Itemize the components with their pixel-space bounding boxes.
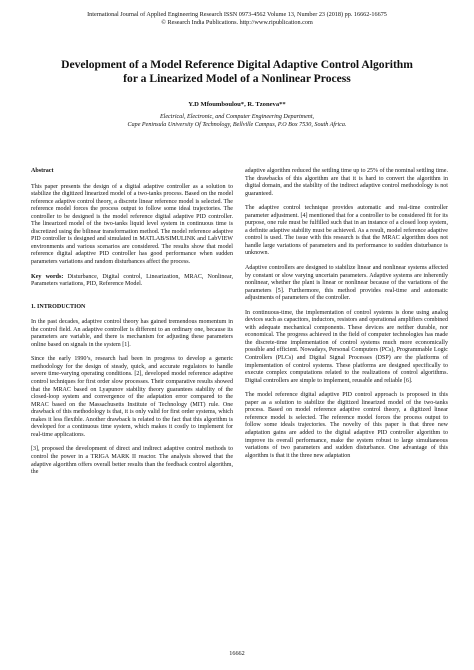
affiliation-line1: Electrical, Electronic, and Computer Engineering Department,: [159, 114, 315, 120]
right-paragraph-1: adaptive algorithm reduced the settling time up to 25% of the nominal settling time. The drawbacks of this algorithm are that it is hard to convert the algorithm in digital domain, and the stability of the indirect adaptive control methodology is not guaranteed.: [245, 168, 448, 197]
page-number: 16662: [229, 650, 245, 657]
keywords-label: Key words:: [31, 273, 64, 280]
affiliation: [0, 113, 474, 129]
intro-paragraph-3: [3], proposed the development of direct and indirect adaptive control methods to control the power in a TRIGA MARK II reactor. The analysis showed that the adaptive algorithm offers overall better results than the feedback control algorithm, the: [31, 446, 233, 476]
right-paragraph-4: In continuous-time, the implementation of control systems is done using analog devices such as capacitors, inductors, resistors and operational amplifiers combined with adequate mechanical components. These devices are neither durable, nor economical. The progress achieved in the field of computer technologies has made the discrete-time implementation of control systems much more economically possible and efficient. Nowadays, Personal Computers (PCs), Programmable Logic Controllers (PLCs) and Digital Signal Processes (DSP) are the platforms of implementation of control systems. These platforms are designed specifically to execute complex computations related to the realizations of control algorithms. Digital controllers are simple to implement, reusable and reliable [6].: [245, 309, 448, 384]
affiliation-line2: Cape Peninsula University Of Technology, Bellville Campus, P.O Box 7530, South Africa.: [127, 122, 347, 128]
intro-paragraph-2: Since the early 1990’s, research had been in progress to develop a generic methodology for the design of steady, quick, and accurate regulators to handle severe time-varying operating conditions. [2], developed model reference adaptive control techniques for first order slow processes. Their comparative results showed that the MRAC based on Lyapunov stability theory guarantees stability of the closed-loop system and convergence of the adaptation error compared to the MRAC based on the Massachusetts Institute of Technology (MIT) rule. One drawback of this methodology is that, it is only valid for first order systems, which makes it less flexible. Another drawback is related to the fact that this algorithm is developed for a continuous time system, which makes it costly to implement for real-time applications.: [31, 356, 233, 438]
title-line2: for a Linearized Model of a Nonlinear Process: [123, 72, 351, 85]
journal-header-line2: © Research India Publications. http://www.ripublication.com: [161, 19, 313, 26]
right-paragraph-5: The model reference digital adaptive PID control approach is proposed in this paper as a solution to stabilize the digitized linearized model of the two-tanks process. Based on model reference adaptive control theory, a digitized linear reference model is selected. The reference model forces the process output to follow some ideals trajectories. The novelty of this paper is that three new adaptation gains are added to the digital adaptive PID controller algorithm to improve its overall performance, make the system robust to large simultaneous variations of two parameters and sudden disturbance. One advantage of this algorithm is that it the three new adaptation: [245, 392, 448, 459]
intro-paragraph-1: In the past decades, adaptive control theory has gained tremendous momentum in the control field. An adaptive controller is different to an ordinary one, because its parameters are variable, and there is mechanism for adjusting these parameters online based on signals in the system [1].: [31, 319, 233, 348]
keywords-text: Disturbance, Digital control, Linearization, MRAC, Nonlinear, Parameters variations, PID, Reference Model.: [31, 273, 233, 288]
authors: Y.D Mfoumboulou*, R. Tzoneva**: [188, 101, 286, 108]
right-paragraph-2: The adaptive control technique provides automatic and real-time controller parameter adjustment. [4] mentioned that for a controller to be considered fit for its purpose, one rule must be fulfilled such that in an instance of a closed loop system, a definite adaptive stability must be achieved. As a result, model reference adaptive control is used. The issue with this research is that the MRAC algorithm does not handle large variations of parameters and its performance to sudden disturbance is unknown.: [245, 205, 448, 257]
abstract-heading: Abstract: [31, 168, 54, 174]
right-paragraph-3: Adaptive controllers are designed to stabilize linear and nonlinear systems affected by constant or slow varying uncertain parameters. Adaptive systems are inherently nonlinear, whether the plant is linear or nonlinear because of the variations of the parameters [5]. Furthermore, this method provides real-time and automatic adjustments of parameters of the controller.: [245, 265, 448, 302]
abstract-text: This paper presents the design of a digital adaptive controller as a solution to stabilize the digitized linearized model of a two-tanks process. Based on the model reference adaptive control theory, a discrete linear reference model is selected. The reference model forces the process output to follow some ideal trajectories. The controller to be designed is the model reference digital adaptive PID controller. The linearized model of the two-tanks liquid level system in continuous time is discretized using the bilinear transformation method. The model reference adaptive PID controller is designed and simulated in MATLAB/SIMULINK and LabVIEW environments and various scenarios are considered. The results show that model reference digital adaptive PID controller has good performance when sudden parameters variations and random disturbances affect the process.: [31, 183, 233, 266]
journal-header: [0, 11, 474, 27]
right-column: [245, 168, 448, 467]
keywords: [31, 274, 233, 289]
intro-heading: 1. INTRODUCTION: [31, 303, 86, 310]
journal-header-line1: International Journal of Applied Engineering Research ISSN 0973-4562 Volume 13, Number 23 (2018) pp. 16662-16675: [87, 11, 387, 18]
paper-title: [20, 58, 454, 86]
left-column: [31, 168, 233, 484]
title-line1: Development of a Model Reference Digital Adaptive Control Algorithm: [61, 58, 413, 71]
